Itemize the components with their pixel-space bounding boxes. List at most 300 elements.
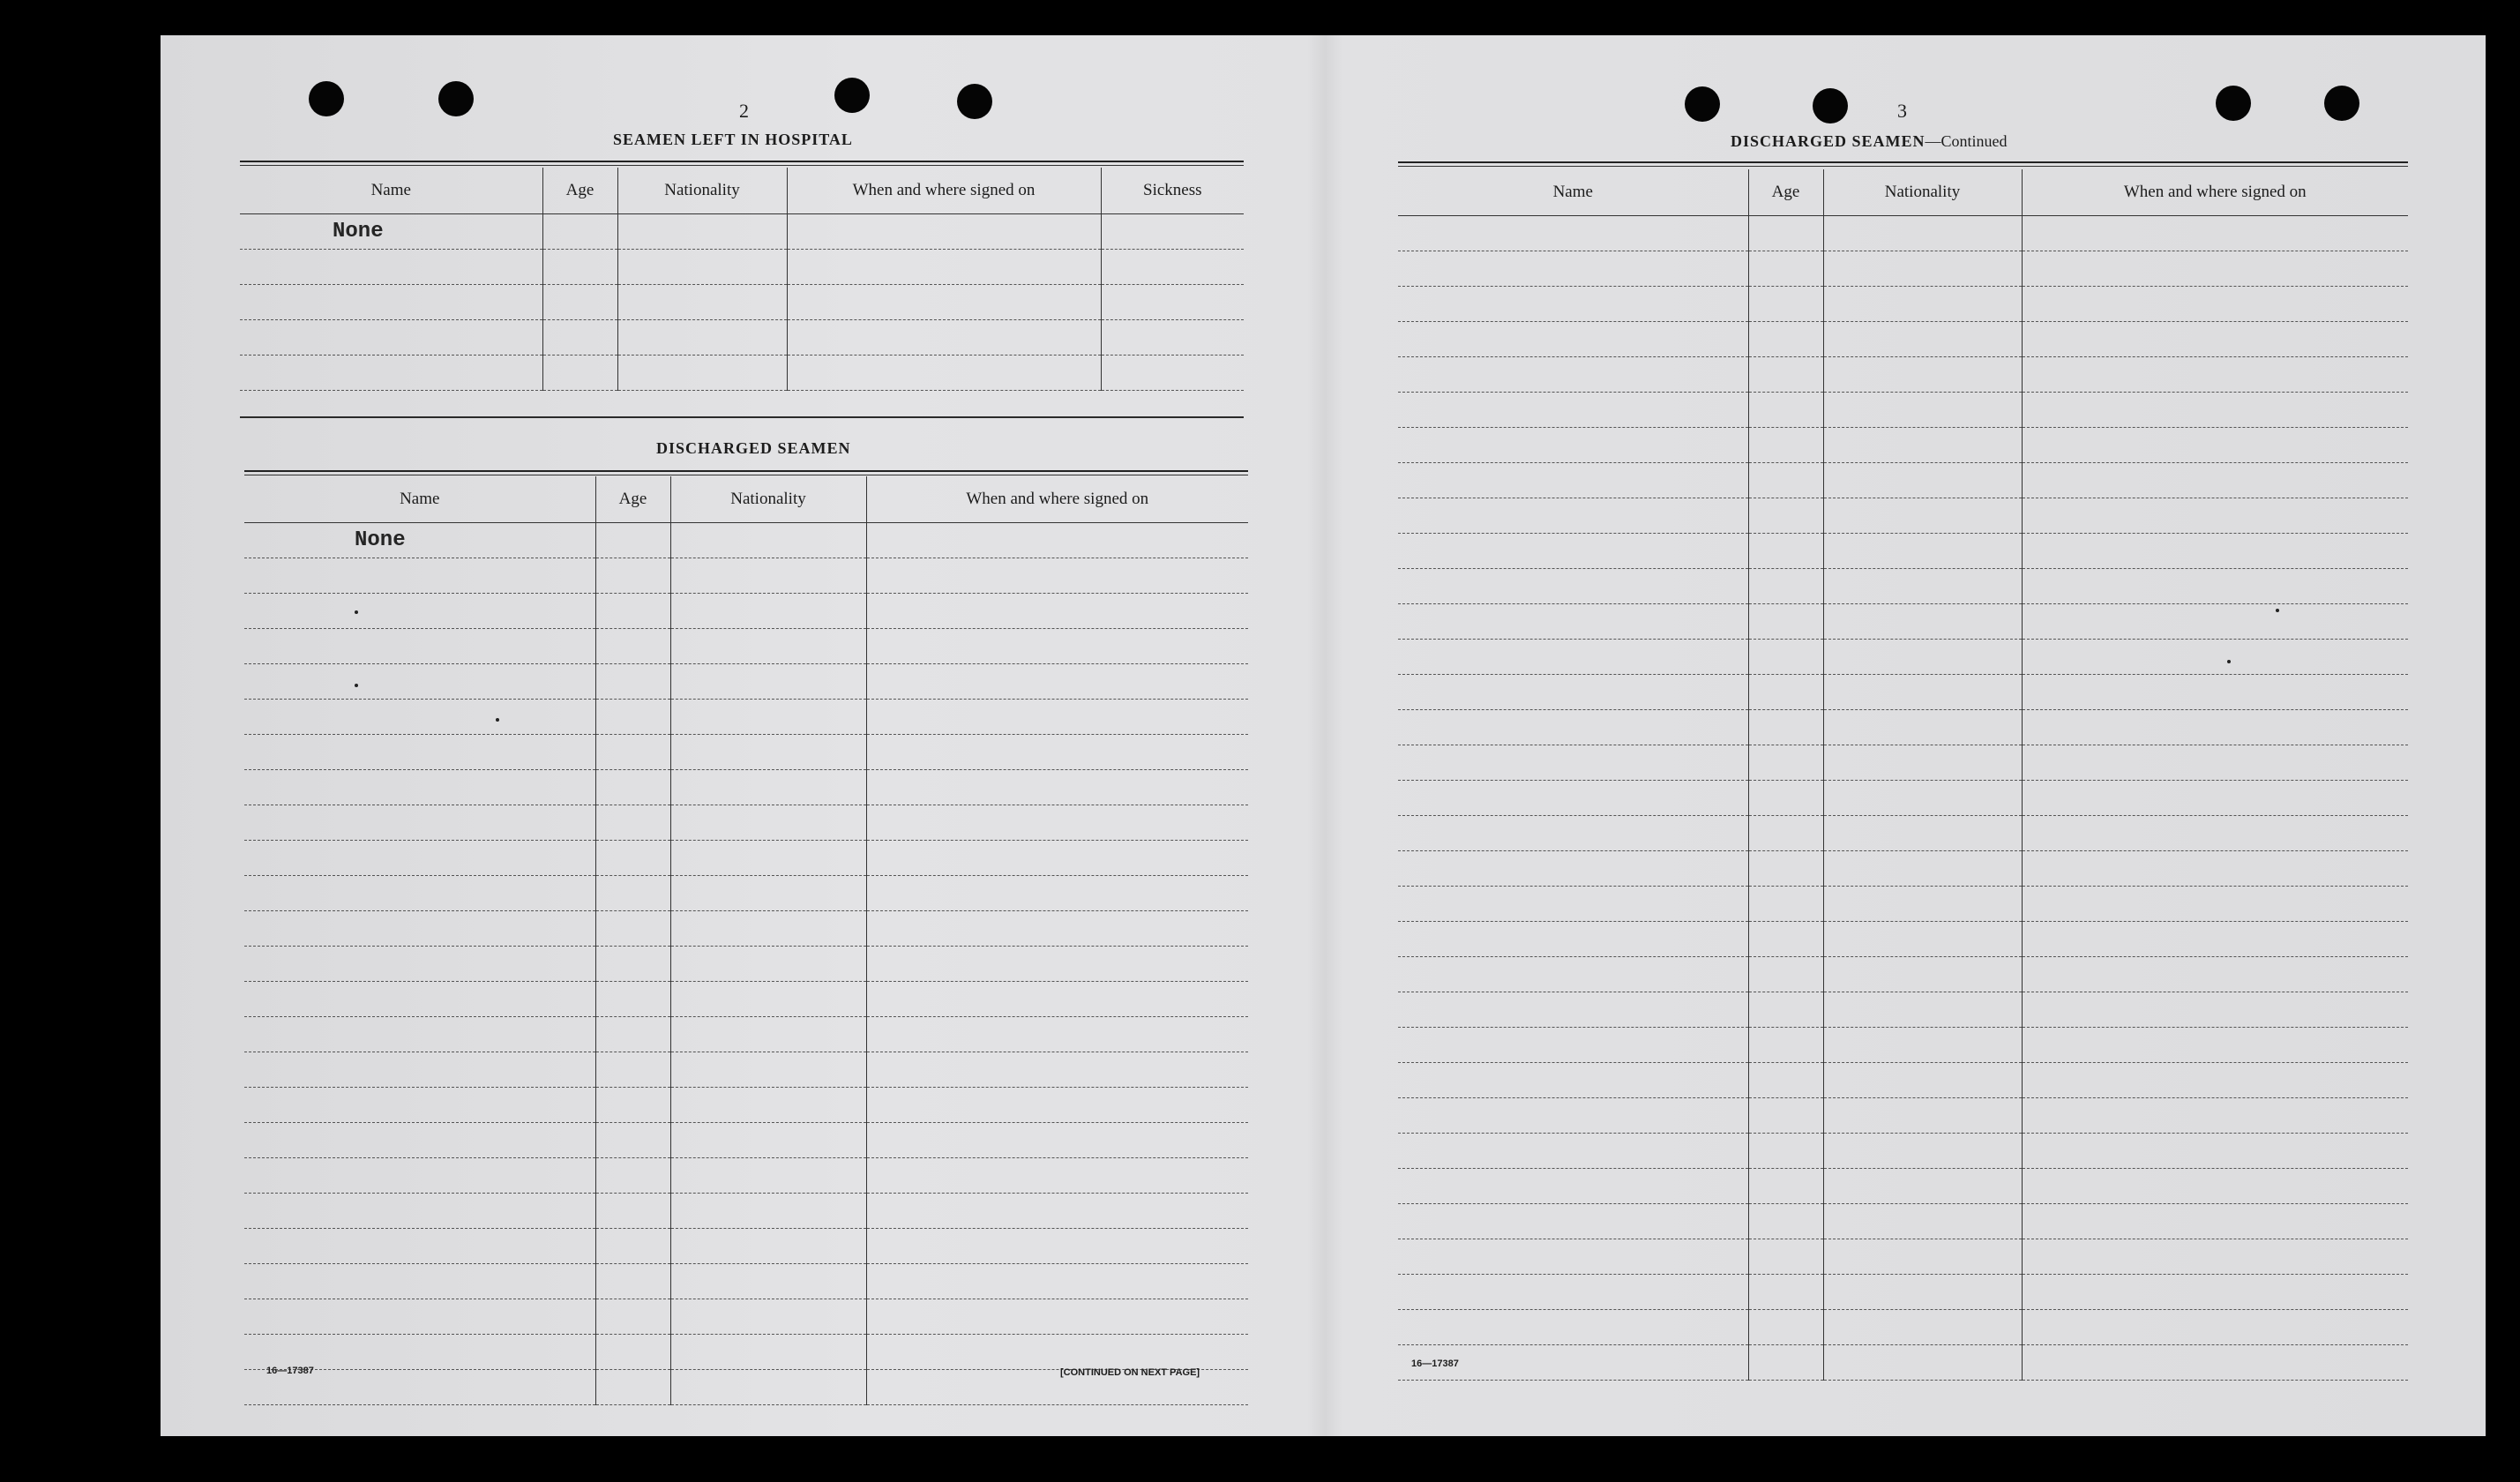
table-row bbox=[1398, 992, 2408, 1028]
table-cell bbox=[1823, 1275, 2022, 1310]
table-cell bbox=[595, 594, 670, 629]
table-cell bbox=[1748, 357, 1823, 393]
punch-hole bbox=[957, 84, 992, 119]
table-cell bbox=[1823, 887, 2022, 922]
table-cell bbox=[595, 735, 670, 770]
table-row bbox=[1398, 1345, 2408, 1381]
column-header-age: Age bbox=[595, 476, 670, 523]
table-row bbox=[1398, 1028, 2408, 1063]
table-cell bbox=[1748, 887, 1823, 922]
table-cell bbox=[866, 1264, 1248, 1299]
table-cell bbox=[866, 664, 1248, 700]
table-cell bbox=[2022, 604, 2408, 640]
table-cell bbox=[866, 1052, 1248, 1088]
table-cell bbox=[670, 1264, 866, 1299]
title-rule bbox=[244, 470, 1248, 475]
column-header-nationality: Nationality bbox=[670, 476, 866, 523]
table-cell bbox=[1398, 604, 1748, 640]
table-row bbox=[244, 770, 1248, 805]
document-sheet bbox=[161, 35, 2486, 1436]
hospital-section-title: SEAMEN LEFT IN HOSPITAL bbox=[613, 131, 853, 148]
table-cell bbox=[244, 1052, 595, 1088]
discharged-section-title: DISCHARGED SEAMEN bbox=[656, 439, 851, 457]
table-row bbox=[1398, 675, 2408, 710]
table-cell bbox=[2022, 1204, 2408, 1239]
table-cell bbox=[1823, 322, 2022, 357]
table-cell bbox=[1823, 498, 2022, 534]
table-row bbox=[1398, 428, 2408, 463]
table-cell bbox=[595, 770, 670, 805]
table-cell bbox=[244, 700, 595, 735]
table-cell bbox=[670, 1088, 866, 1123]
table-row bbox=[1398, 534, 2408, 569]
table-cell bbox=[1398, 640, 1748, 675]
title-suffix: —Continued bbox=[1925, 132, 2008, 150]
table-cell bbox=[1398, 251, 1748, 287]
table-cell bbox=[595, 1264, 670, 1299]
table-cell bbox=[2022, 887, 2408, 922]
table-cell bbox=[1748, 463, 1823, 498]
table-row bbox=[1398, 604, 2408, 640]
table-cell bbox=[866, 629, 1248, 664]
table-row bbox=[244, 1088, 1248, 1123]
table-cell bbox=[2022, 534, 2408, 569]
table-cell bbox=[866, 947, 1248, 982]
table-cell bbox=[1823, 675, 2022, 710]
table-cell bbox=[1823, 1204, 2022, 1239]
table-row bbox=[1398, 851, 2408, 887]
table-cell bbox=[1823, 604, 2022, 640]
table-row bbox=[244, 1123, 1248, 1158]
table-cell bbox=[670, 700, 866, 735]
table-row bbox=[244, 805, 1248, 841]
table-row bbox=[244, 911, 1248, 947]
table-row bbox=[1398, 957, 2408, 992]
table-row bbox=[1398, 1204, 2408, 1239]
table-cell bbox=[1748, 1204, 1823, 1239]
table-cell bbox=[1398, 322, 1748, 357]
table-cell bbox=[670, 1052, 866, 1088]
table-cell bbox=[595, 1123, 670, 1158]
table-cell bbox=[1748, 569, 1823, 604]
table-row bbox=[1398, 1169, 2408, 1204]
table-cell bbox=[1398, 569, 1748, 604]
table-cell bbox=[2022, 1063, 2408, 1098]
table-row bbox=[244, 1264, 1248, 1299]
table-row bbox=[1398, 569, 2408, 604]
table-cell bbox=[1748, 216, 1823, 251]
table-row bbox=[244, 1052, 1248, 1088]
table-row bbox=[244, 558, 1248, 594]
punch-hole bbox=[438, 81, 474, 116]
table-cell bbox=[1823, 1169, 2022, 1204]
table-cell bbox=[244, 876, 595, 911]
table-cell bbox=[866, 770, 1248, 805]
table-row bbox=[1398, 1098, 2408, 1134]
table-cell bbox=[1398, 1028, 1748, 1063]
table-cell bbox=[244, 982, 595, 1017]
table-cell bbox=[1823, 1028, 2022, 1063]
table-cell bbox=[1748, 1134, 1823, 1169]
table-cell bbox=[1823, 992, 2022, 1028]
table-cell bbox=[1398, 1310, 1748, 1345]
table-cell bbox=[1398, 216, 1748, 251]
table-cell bbox=[595, 1017, 670, 1052]
table-cell bbox=[670, 911, 866, 947]
table-cell bbox=[595, 629, 670, 664]
ink-dot bbox=[2276, 609, 2279, 612]
table-cell bbox=[1748, 287, 1823, 322]
discharged-entry: None bbox=[244, 523, 595, 558]
table-cell bbox=[244, 1017, 595, 1052]
table-cell bbox=[670, 805, 866, 841]
table-cell bbox=[2022, 1028, 2408, 1063]
table-cell bbox=[244, 1229, 595, 1264]
table-cell bbox=[244, 911, 595, 947]
table-cell bbox=[1823, 851, 2022, 887]
table-cell bbox=[1398, 675, 1748, 710]
table-cell bbox=[595, 947, 670, 982]
table-row bbox=[244, 1017, 1248, 1052]
punch-hole bbox=[834, 78, 870, 113]
table-cell bbox=[1398, 1063, 1748, 1098]
table-cell bbox=[595, 1229, 670, 1264]
table-cell bbox=[1748, 393, 1823, 428]
table-cell bbox=[595, 1370, 670, 1405]
table-cell bbox=[1823, 393, 2022, 428]
table-row bbox=[1398, 922, 2408, 957]
table-cell bbox=[1398, 498, 1748, 534]
table-cell bbox=[1398, 287, 1748, 322]
table-cell bbox=[244, 735, 595, 770]
table-cell bbox=[1748, 1063, 1823, 1098]
table-cell bbox=[595, 1335, 670, 1370]
table-cell bbox=[2022, 569, 2408, 604]
table-row bbox=[1398, 498, 2408, 534]
table-cell bbox=[1823, 1098, 2022, 1134]
discharged-continued-table bbox=[1398, 169, 2408, 1381]
table-row bbox=[240, 356, 1244, 391]
table-cell bbox=[1398, 357, 1748, 393]
table-cell bbox=[2022, 957, 2408, 992]
table-cell bbox=[1398, 428, 1748, 463]
table-row bbox=[1398, 816, 2408, 851]
title-main: DISCHARGED SEAMEN bbox=[1731, 132, 1926, 150]
column-header-name: Name bbox=[240, 168, 542, 214]
punch-hole bbox=[1813, 88, 1848, 124]
table-row bbox=[1398, 1134, 2408, 1169]
table-cell bbox=[2022, 428, 2408, 463]
table-cell bbox=[2022, 781, 2408, 816]
table-row bbox=[1398, 463, 2408, 498]
table-cell bbox=[670, 876, 866, 911]
table-cell bbox=[1748, 745, 1823, 781]
table-cell bbox=[1398, 887, 1748, 922]
table-cell bbox=[244, 1335, 595, 1370]
table-cell bbox=[2022, 322, 2408, 357]
right-page bbox=[1323, 35, 2486, 1436]
table-cell bbox=[595, 700, 670, 735]
table-cell bbox=[1748, 781, 1823, 816]
table-cell bbox=[1748, 604, 1823, 640]
table-cell bbox=[595, 1052, 670, 1088]
table-cell bbox=[1748, 851, 1823, 887]
table-cell bbox=[2022, 816, 2408, 851]
table-cell bbox=[1823, 781, 2022, 816]
column-header-nationality: Nationality bbox=[1823, 169, 2022, 216]
table-cell bbox=[1748, 675, 1823, 710]
table-cell bbox=[1398, 957, 1748, 992]
table-row bbox=[1398, 251, 2408, 287]
table-cell bbox=[244, 1264, 595, 1299]
column-header-sickness: Sickness bbox=[1101, 168, 1244, 214]
column-header-signed-on: When and where signed on bbox=[866, 476, 1248, 523]
title-rule bbox=[1398, 161, 2408, 167]
table-cell bbox=[2022, 640, 2408, 675]
table-cell bbox=[670, 664, 866, 700]
table-cell bbox=[1748, 534, 1823, 569]
table-cell bbox=[1823, 1310, 2022, 1345]
table-cell bbox=[1398, 1134, 1748, 1169]
table-cell bbox=[2022, 1345, 2408, 1381]
table-cell bbox=[1823, 251, 2022, 287]
table-cell bbox=[1823, 463, 2022, 498]
table-cell bbox=[2022, 463, 2408, 498]
table-cell bbox=[866, 982, 1248, 1017]
table-row bbox=[244, 947, 1248, 982]
table-row bbox=[1398, 393, 2408, 428]
ink-dot bbox=[355, 610, 358, 614]
ink-dot bbox=[355, 684, 358, 687]
table-cell bbox=[244, 1123, 595, 1158]
table-cell bbox=[1748, 1310, 1823, 1345]
table-row bbox=[1398, 1239, 2408, 1275]
table-cell bbox=[595, 982, 670, 1017]
table-row bbox=[244, 594, 1248, 629]
column-header-nationality: Nationality bbox=[617, 168, 787, 214]
table-row bbox=[244, 1194, 1248, 1229]
table-cell bbox=[1398, 1275, 1748, 1310]
table-row bbox=[244, 1299, 1248, 1335]
table-row bbox=[244, 982, 1248, 1017]
column-header-name: Name bbox=[244, 476, 595, 523]
table-cell bbox=[2022, 1239, 2408, 1275]
table-row bbox=[244, 876, 1248, 911]
table-cell bbox=[2022, 498, 2408, 534]
table-cell bbox=[2022, 1169, 2408, 1204]
table-cell bbox=[595, 1299, 670, 1335]
table-row bbox=[1398, 216, 2408, 251]
table-cell bbox=[2022, 1098, 2408, 1134]
table-cell bbox=[866, 1194, 1248, 1229]
table-cell bbox=[670, 629, 866, 664]
table-cell bbox=[1748, 1239, 1823, 1275]
table-cell bbox=[670, 1229, 866, 1264]
continued-note: [CONTINUED ON NEXT PAGE] bbox=[1060, 1367, 1200, 1378]
table-row bbox=[244, 664, 1248, 700]
table-cell bbox=[670, 1370, 866, 1405]
table-cell bbox=[866, 594, 1248, 629]
form-number: 16—17387 bbox=[1411, 1358, 1459, 1369]
table-cell bbox=[1398, 1239, 1748, 1275]
discharged-continued-title bbox=[1731, 132, 2008, 151]
table-cell bbox=[1748, 710, 1823, 745]
table-cell bbox=[244, 947, 595, 982]
table-cell bbox=[670, 1158, 866, 1194]
table-cell bbox=[244, 1158, 595, 1194]
section-rule bbox=[240, 416, 1244, 418]
table-cell bbox=[1748, 1345, 1823, 1381]
table-cell bbox=[595, 1158, 670, 1194]
table-row bbox=[244, 1158, 1248, 1194]
ink-dot bbox=[2227, 660, 2231, 663]
table-cell bbox=[1398, 534, 1748, 569]
table-cell bbox=[244, 594, 595, 629]
table-cell bbox=[670, 1194, 866, 1229]
table-cell bbox=[595, 805, 670, 841]
table-cell bbox=[244, 629, 595, 664]
table-cell bbox=[1398, 393, 1748, 428]
table-cell bbox=[244, 1194, 595, 1229]
table-cell bbox=[670, 841, 866, 876]
table-cell bbox=[1823, 1239, 2022, 1275]
table-row bbox=[240, 285, 1244, 320]
punch-hole bbox=[2216, 86, 2251, 121]
hospital-table bbox=[240, 168, 1244, 391]
table-cell bbox=[1748, 1169, 1823, 1204]
punch-hole bbox=[309, 81, 344, 116]
table-cell bbox=[866, 805, 1248, 841]
table-cell bbox=[595, 841, 670, 876]
table-row bbox=[1398, 322, 2408, 357]
column-header-age: Age bbox=[1748, 169, 1823, 216]
punch-hole bbox=[2324, 86, 2359, 121]
table-row bbox=[1398, 1275, 2408, 1310]
table-cell bbox=[244, 1088, 595, 1123]
table-cell bbox=[670, 947, 866, 982]
table-cell bbox=[2022, 745, 2408, 781]
table-cell bbox=[2022, 216, 2408, 251]
table-row bbox=[244, 841, 1248, 876]
form-number: 16—17387 bbox=[266, 1366, 314, 1376]
table-cell bbox=[866, 1299, 1248, 1335]
table-cell bbox=[2022, 1310, 2408, 1345]
table-cell bbox=[595, 1088, 670, 1123]
table-cell bbox=[1748, 922, 1823, 957]
table-cell bbox=[1748, 251, 1823, 287]
table-cell bbox=[595, 876, 670, 911]
table-cell bbox=[1823, 710, 2022, 745]
table-cell bbox=[866, 1017, 1248, 1052]
table-cell bbox=[2022, 357, 2408, 393]
table-cell bbox=[244, 1299, 595, 1335]
table-row bbox=[1398, 710, 2408, 745]
table-row bbox=[244, 629, 1248, 664]
table-cell bbox=[1398, 922, 1748, 957]
table-cell bbox=[1823, 922, 2022, 957]
table-row bbox=[1398, 887, 2408, 922]
table-cell bbox=[670, 770, 866, 805]
table-row bbox=[1398, 640, 2408, 675]
table-row bbox=[240, 250, 1244, 285]
table-cell bbox=[2022, 1134, 2408, 1169]
table-cell bbox=[1823, 569, 2022, 604]
page-number: 2 bbox=[739, 100, 749, 122]
table-cell bbox=[1748, 1098, 1823, 1134]
table-cell bbox=[1748, 498, 1823, 534]
table-cell bbox=[1823, 640, 2022, 675]
table-cell bbox=[2022, 1275, 2408, 1310]
table-cell bbox=[866, 1123, 1248, 1158]
table-cell bbox=[866, 1229, 1248, 1264]
table-cell bbox=[1823, 534, 2022, 569]
table-cell bbox=[1748, 957, 1823, 992]
table-cell bbox=[866, 1088, 1248, 1123]
table-row bbox=[244, 523, 1248, 558]
table-cell bbox=[1823, 816, 2022, 851]
table-cell bbox=[2022, 922, 2408, 957]
table-cell bbox=[866, 1158, 1248, 1194]
table-row bbox=[1398, 287, 2408, 322]
column-header-age: Age bbox=[542, 168, 617, 214]
table-cell bbox=[1748, 1028, 1823, 1063]
table-cell bbox=[1823, 957, 2022, 992]
table-cell bbox=[1823, 216, 2022, 251]
column-header-name: Name bbox=[1398, 169, 1748, 216]
table-row bbox=[244, 1229, 1248, 1264]
ink-dot bbox=[496, 718, 499, 722]
table-cell bbox=[1823, 745, 2022, 781]
table-cell bbox=[244, 664, 595, 700]
table-cell bbox=[1398, 816, 1748, 851]
table-cell bbox=[2022, 287, 2408, 322]
table-cell bbox=[1398, 710, 1748, 745]
table-cell bbox=[866, 558, 1248, 594]
table-cell bbox=[670, 1299, 866, 1335]
table-cell bbox=[2022, 675, 2408, 710]
table-row bbox=[1398, 1310, 2408, 1345]
table-cell bbox=[866, 700, 1248, 735]
table-cell bbox=[1823, 357, 2022, 393]
title-rule bbox=[240, 161, 1244, 166]
table-row bbox=[244, 735, 1248, 770]
table-row bbox=[244, 1335, 1248, 1370]
table-row bbox=[240, 320, 1244, 356]
table-cell bbox=[1398, 781, 1748, 816]
table-cell bbox=[2022, 251, 2408, 287]
table-cell bbox=[244, 805, 595, 841]
table-cell bbox=[595, 664, 670, 700]
table-cell bbox=[244, 770, 595, 805]
table-cell bbox=[866, 1335, 1248, 1370]
page-number: 3 bbox=[1897, 100, 1907, 122]
table-cell bbox=[670, 594, 866, 629]
table-row bbox=[1398, 1063, 2408, 1098]
table-cell bbox=[1823, 1063, 2022, 1098]
table-row bbox=[1398, 781, 2408, 816]
table-cell bbox=[670, 1123, 866, 1158]
table-cell bbox=[866, 911, 1248, 947]
table-cell bbox=[2022, 393, 2408, 428]
discharged-table bbox=[244, 476, 1248, 1405]
column-header-signed-on: When and where signed on bbox=[787, 168, 1101, 214]
table-cell bbox=[1398, 851, 1748, 887]
table-cell bbox=[2022, 710, 2408, 745]
table-cell bbox=[670, 982, 866, 1017]
table-cell bbox=[670, 1017, 866, 1052]
table-row bbox=[1398, 357, 2408, 393]
table-cell bbox=[1398, 1098, 1748, 1134]
